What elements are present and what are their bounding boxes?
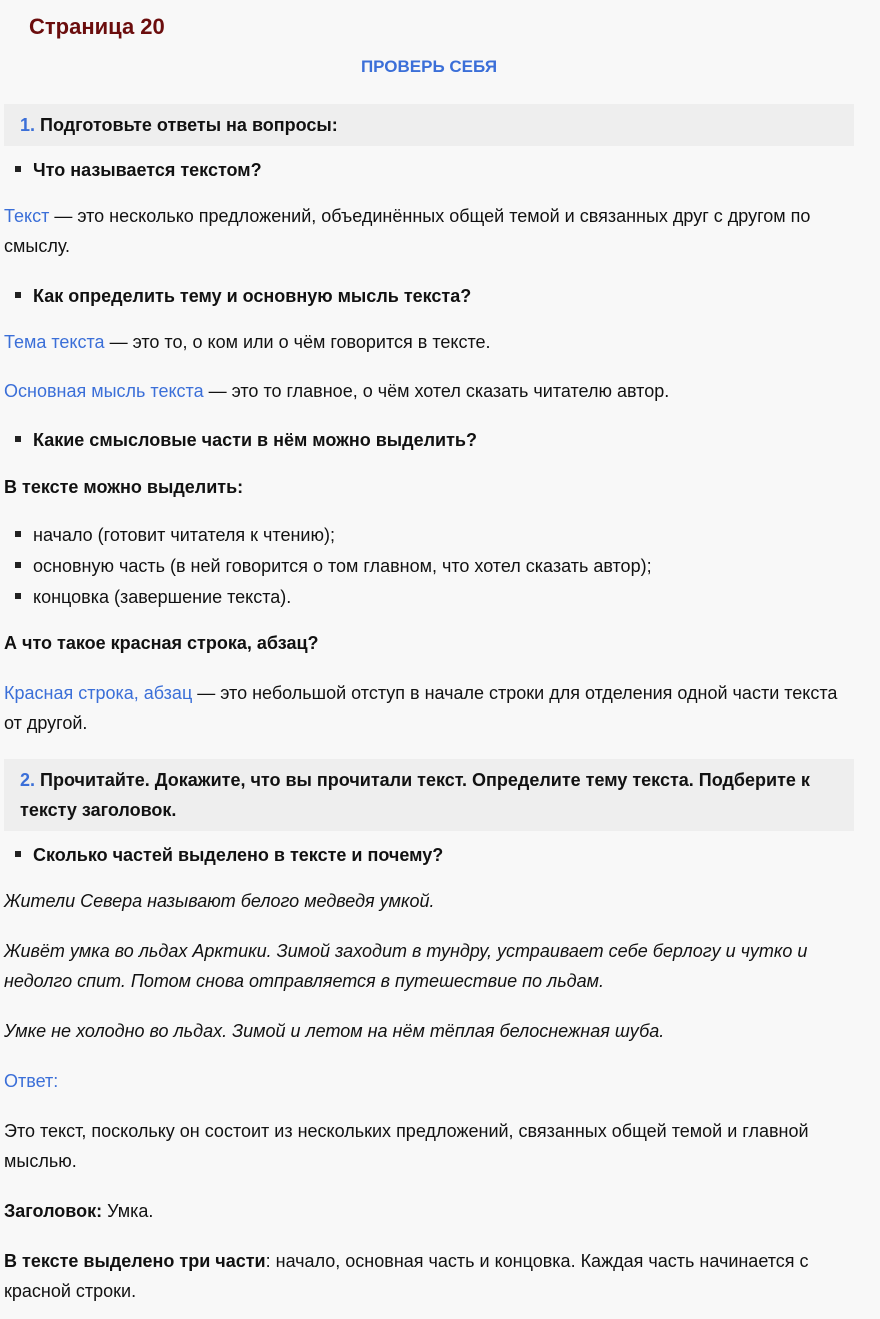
answer-red-line-definition [4, 678, 854, 738]
question-how-many-parts: Сколько частей выделено в тексте и почему? [15, 840, 443, 870]
term-red-line: Красная строка, абзац [4, 683, 193, 703]
parts-answer-label: В тексте выделено три части [4, 1251, 266, 1271]
term-text: Текст [4, 206, 50, 226]
answer-label: Ответ: [4, 1071, 59, 1091]
question-semantic-parts: Какие смысловые части в нём можно выделить? [15, 425, 477, 455]
answer-red-line-definition-body: — это небольшой отступ в начале строки для отделения одной части текста от другой. [4, 683, 838, 733]
answer-text-definition-body: — это несколько предложений, объединённых общей темой и связанных друг с другом по смыслу. [4, 206, 811, 256]
answer-text-definition [4, 201, 854, 261]
heading-answer [4, 1196, 854, 1226]
task-1-box [4, 104, 854, 146]
question-theme-main-idea: Как определить тему и основную мысль текста? [15, 281, 471, 311]
list-item: начало (готовит читателя к чтению); [15, 520, 652, 551]
question-what-is-text: Что называется текстом? [15, 155, 262, 185]
list-item: концовка (завершение текста). [15, 582, 652, 613]
parts-answer-value: : начало, основная часть и концовка. Каждая часть начинается с красной строки. [4, 1251, 809, 1301]
answer-main-idea-definition-body: — это то главное, о чём хотел сказать читателю автор. [203, 381, 670, 401]
task-1-text: Подготовьте ответы на вопросы: [40, 115, 338, 135]
story-paragraph-3: Умке не холодно во льдах. Зимой и летом на нём тёплая белоснежная шуба. [4, 1021, 665, 1041]
heading-value: Умка. [102, 1201, 154, 1221]
term-theme: Тема текста [4, 332, 105, 352]
task-2-number: 2. [20, 770, 36, 790]
parts-intro: В тексте можно выделить: [4, 477, 244, 497]
list-item: основную часть (в ней говорится о том главном, что хотел сказать автор); [15, 551, 652, 582]
heading-label: Заголовок: [4, 1201, 103, 1221]
answer-main-idea-definition [4, 376, 854, 406]
story-paragraph-1: Жители Севера называют белого медведя умкой. [4, 891, 435, 911]
term-main-idea: Основная мысль текста [4, 381, 204, 401]
parts-list [15, 520, 652, 613]
task-2-text: Прочитайте. Докажите, что вы прочитали текст. Определите тему текста. Подберите к тексту заголовок. [20, 770, 810, 820]
answer-theme-definition [4, 327, 854, 357]
answer-text: Это текст, поскольку он состоит из нескольких предложений, связанных общей темой и главной мыслью. [4, 1121, 809, 1171]
parts-answer [4, 1246, 854, 1306]
question-red-line: А что такое красная строка, абзац? [4, 633, 319, 653]
page-title: Страница 20 [29, 14, 165, 39]
section-title: ПРОВЕРЬ СЕБЯ [360, 57, 498, 76]
story-paragraph-2: Живёт умка во льдах Арктики. Зимой заходит в тундру, устраивает себе берлогу и чутко и недолго спит. Потом снова отправляется в путешествие по льдам. [4, 941, 808, 991]
answer-theme-definition-body: — это то, о ком или о чём говорится в тексте. [104, 332, 491, 352]
task-1-number: 1. [20, 115, 36, 135]
task-2-box [4, 759, 854, 831]
